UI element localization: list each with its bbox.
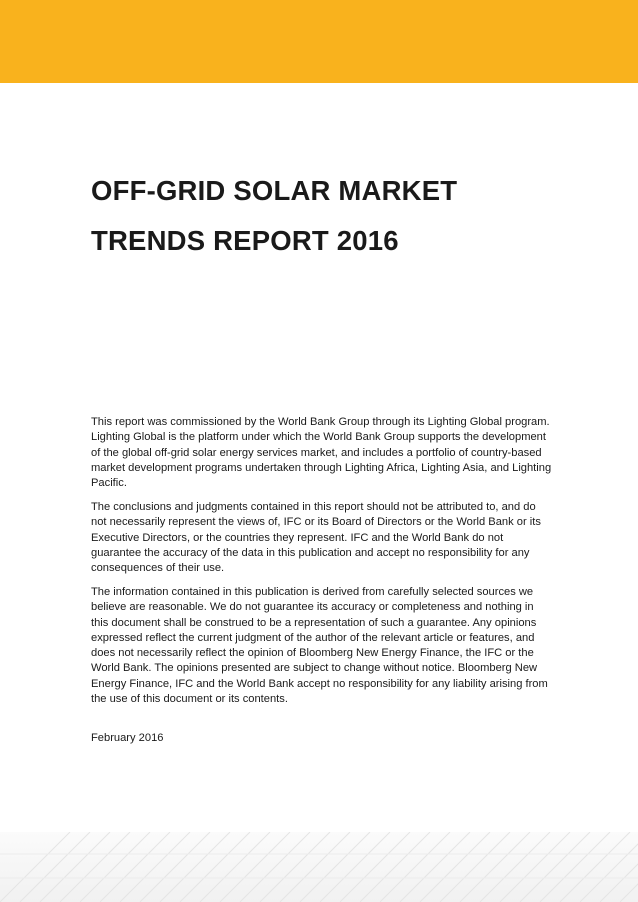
publication-date: February 2016 [91, 732, 164, 744]
paragraph-information: The information contained in this publication is derived from carefully selected sources we believe are reasonable. We do not guarantee its accuracy or completeness and nothing in this document shall be construed to be a representation of such a guarantee. Any opinions expressed reflect the current judgment of the author of the relevant article or features, and does not necessarily reflect the opinion of Bloomberg New Energy Finance, the IFC or the World Bank. The opinions presented are subject to change without notice. Bloomberg New Energy Finance, IFC and the World Bank accept no responsibility for any liability arising from the use of this document or its contents. [91, 585, 548, 706]
title-line-2: TRENDS REPORT 2016 [91, 225, 399, 256]
paragraph-conclusions: The conclusions and judgments contained in this report should not be attributed to, and do not necessarily represent the views of, IFC or its Board of Directors or the World Bank or its Executive Directors, or the countries they represent. IFC and the World Bank do not guarantee the accuracy of the data in this publication and accept no responsibility for any consequences of their use. [91, 500, 541, 575]
footer-pattern [0, 832, 638, 902]
header-band [0, 0, 638, 83]
footer-stripes-graphic [0, 832, 638, 902]
disclaimer-text [91, 415, 553, 716]
title-line-1: OFF-GRID SOLAR MARKET [91, 175, 458, 206]
paragraph-commission: This report was commissioned by the World Bank Group through its Lighting Global program. Lighting Global is the platform under which the World Bank Group supports the development of the global off-grid solar energy services market, and includes a portfolio of country-based market development programs undertaken through Lighting Africa, Lighting Asia, and Lighting Pacific. [91, 416, 552, 490]
report-title [91, 166, 561, 266]
